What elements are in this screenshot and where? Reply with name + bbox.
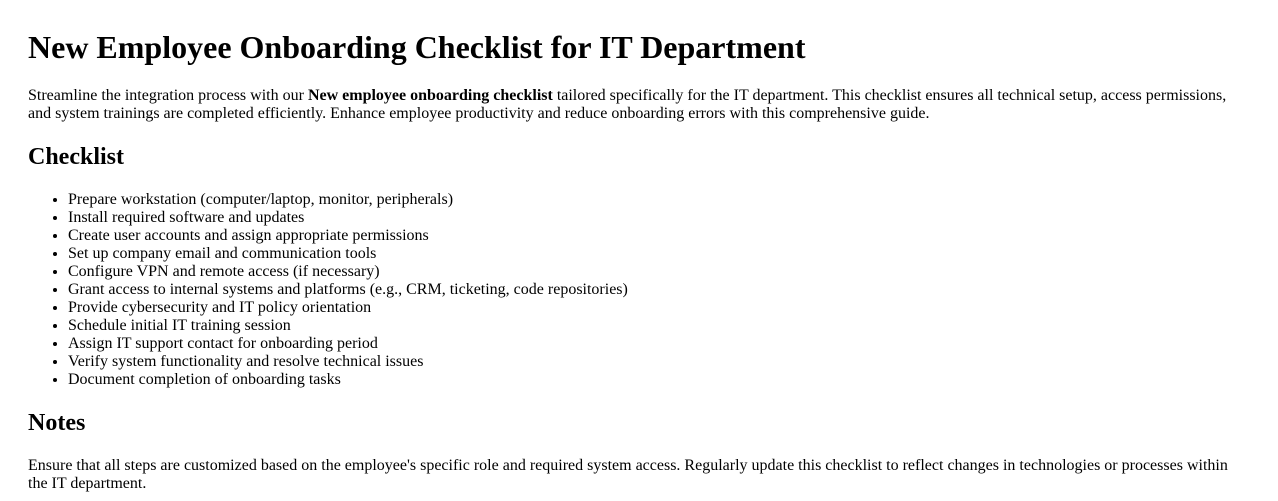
list-item: • Schedule initial IT training session [68, 317, 1234, 335]
list-item: • Install required software and updates [68, 209, 1234, 227]
list-item: • Document completion of onboarding tasks [68, 371, 1234, 389]
list-item: • Set up company email and communication tools [68, 245, 1234, 263]
list-item: • Verify system functionality and resolve technical issues [68, 353, 1234, 371]
notes-heading: Notes [28, 410, 86, 436]
list-item: • Configure VPN and remote access (if necessary) [68, 263, 1234, 281]
list-item: • Grant access to internal systems and platforms (e.g., CRM, ticketing, code repositories) [68, 281, 1234, 299]
list-item: • Prepare workstation (computer/laptop, monitor, peripherals) [68, 191, 1234, 209]
checklist-heading: Checklist [28, 144, 124, 170]
intro-text: Streamline the integration process with our [28, 87, 308, 104]
notes-paragraph: Ensure that all steps are customized based on the employee's specific role and required system access. Regularly update this checklist to reflect changes in technologies or processes within the IT department. [28, 457, 1228, 492]
checklist-list [28, 191, 1234, 389]
intro-bold-text: New employee onboarding checklist [307, 87, 553, 104]
list-item: • Provide cybersecurity and IT policy orientation [68, 299, 1234, 317]
intro-paragraph [28, 87, 1234, 123]
list-item: • Create user accounts and assign appropriate permissions [68, 227, 1234, 245]
intro-text-rest: tailored specifically for the IT department. This checklist ensures all technical setup, access permissions, and system trainings are completed efficiently. Enhance employee productivity and reduce onboarding errors with this comprehensive guide. [28, 87, 1227, 122]
page-title: New Employee Onboarding Checklist for IT Department [28, 29, 806, 65]
list-item: • Assign IT support contact for onboarding period [68, 335, 1234, 353]
